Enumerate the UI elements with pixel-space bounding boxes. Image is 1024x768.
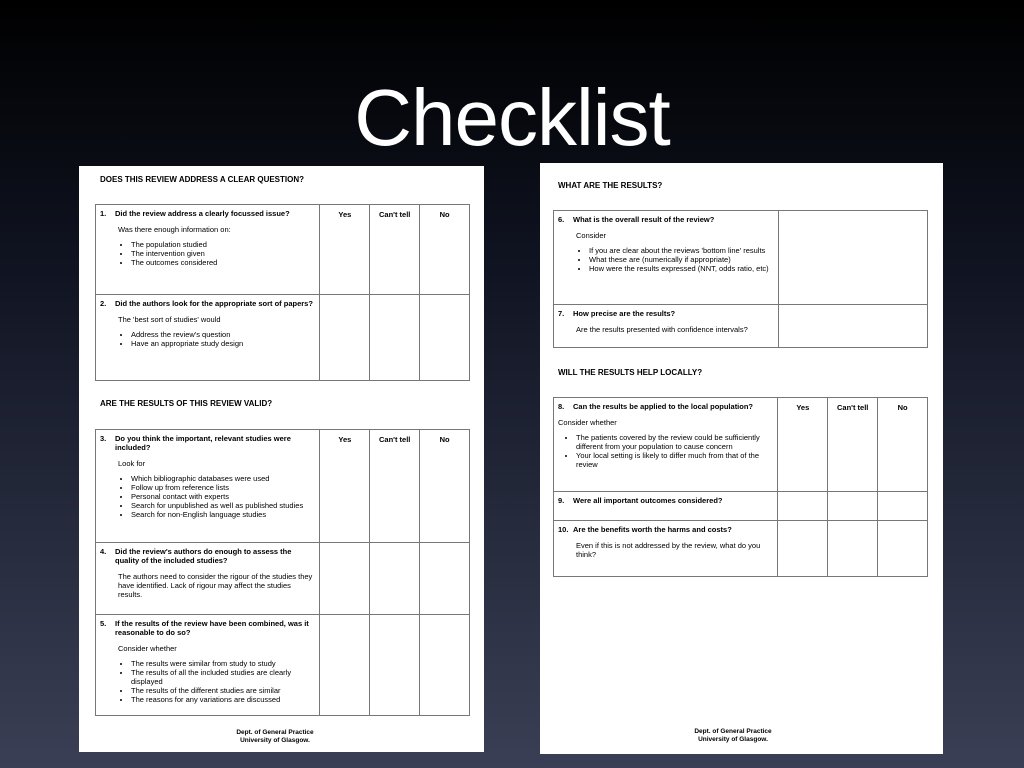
question-cell-10 [554, 521, 778, 577]
checklist-page-left [79, 166, 484, 752]
answer-cell-cant-tell[interactable] [370, 543, 420, 615]
checklist-page-right [540, 163, 943, 754]
bullet-item: • The results of all the included studies are clearly displayed [131, 668, 315, 686]
answer-cell-no[interactable] [420, 615, 470, 716]
bullet-item: • Your local setting is likely to differ much from that of the review [576, 451, 773, 469]
bullet-item: • The results were similar from study to study [131, 659, 315, 668]
question-number: 5. [100, 619, 107, 628]
yes-header: Yes [778, 398, 828, 492]
question-row-10 [554, 521, 928, 577]
question-number: 10. [558, 525, 569, 534]
cant-tell-header: Can't tell [370, 205, 420, 295]
question-number: 8. [558, 402, 565, 411]
bullet-item: • The results of the different studies are similar [131, 686, 315, 695]
answer-cell-no[interactable] [420, 295, 470, 381]
section-heading-clear-question: DOES THIS REVIEW ADDRESS A CLEAR QUESTION? [100, 175, 305, 184]
question-cell-9 [554, 492, 778, 521]
question-cell-5 [96, 615, 320, 716]
question-row-2 [96, 295, 470, 381]
question-text: Were all important outcomes considered? [573, 496, 723, 505]
footer-line: University of Glasgow. [240, 737, 310, 745]
answer-cell-yes[interactable] [320, 615, 370, 716]
question-text: Can the results be applied to the local population? [573, 402, 754, 411]
bullet-item: • The outcomes considered [131, 258, 315, 267]
bullet-item: • The intervention given [131, 249, 315, 258]
bullet-item: • Have an appropriate study design [131, 339, 315, 348]
bullet-item: • The reasons for any variations are discussed [131, 695, 315, 704]
answer-cell-cant-tell[interactable] [828, 521, 878, 577]
bullet-item: • The population studied [131, 240, 315, 249]
question-text: If the results of the review have been combined, was it reasonable to do so? [115, 619, 309, 637]
checklist-table-1 [95, 204, 470, 381]
no-header: No [420, 205, 470, 295]
question-intro: The authors need to consider the rigour of the studies they have identified. Lack of rigour may affect the studies results. [118, 572, 313, 599]
footer-line: University of Glasgow. [698, 736, 768, 744]
answer-cell-no[interactable] [878, 492, 928, 521]
question-text: Do you think the important, relevant studies were included? [115, 434, 291, 452]
yes-header: Yes [320, 205, 370, 295]
question-cell-7 [554, 305, 779, 348]
question-row-5 [96, 615, 470, 716]
answer-cell-yes[interactable] [320, 543, 370, 615]
question-cell-4 [96, 543, 320, 615]
question-intro: The 'best sort of studies' would [118, 315, 221, 324]
question-number: 7. [558, 309, 565, 318]
question-text: Did the authors look for the appropriate sort of papers? [115, 299, 313, 308]
section-heading-results-valid: ARE THE RESULTS OF THIS REVIEW VALID? [100, 399, 273, 408]
answer-cell[interactable] [778, 211, 928, 305]
answer-cell-cant-tell[interactable] [828, 492, 878, 521]
question-intro: Are the results presented with confidence intervals? [576, 325, 748, 334]
question-cell-3 [96, 430, 320, 543]
checklist-table-4 [553, 397, 928, 577]
cant-tell-header: Can't tell [828, 398, 878, 492]
question-cell-6 [554, 211, 779, 305]
no-header: No [878, 398, 928, 492]
answer-cell-no[interactable] [420, 543, 470, 615]
answer-cell-yes[interactable] [778, 521, 828, 577]
question-row-7 [554, 305, 928, 348]
page-footer [195, 729, 355, 745]
bullet-item: • Address the review's question [131, 330, 315, 339]
cant-tell-header: Can't tell [370, 430, 420, 543]
bullet-item: • What these are (numerically if appropriate) [589, 255, 774, 264]
question-number: 3. [100, 434, 107, 443]
question-intro: Consider whether [558, 418, 617, 427]
question-row-8 [554, 398, 928, 492]
question-row-4 [96, 543, 470, 615]
question-intro: Consider whether [118, 644, 177, 653]
question-row-3 [96, 430, 470, 543]
answer-cell-yes[interactable] [778, 492, 828, 521]
question-row-6 [554, 211, 928, 305]
slide-title: Checklist [354, 73, 670, 162]
question-number: 2. [100, 299, 107, 308]
footer-line: Dept. of General Practice [236, 729, 314, 736]
question-text: Are the benefits worth the harms and costs? [573, 525, 732, 534]
section-heading-help-locally: WILL THE RESULTS HELP LOCALLY? [558, 368, 703, 377]
answer-cell-no[interactable] [878, 521, 928, 577]
question-row-9 [554, 492, 928, 521]
checklist-table-3 [553, 210, 928, 348]
bullet-item: • Which bibliographic databases were used [131, 474, 315, 483]
question-text: Did the review's authors do enough to assess the quality of the included studies? [115, 547, 292, 565]
question-text: What is the overall result of the review? [573, 215, 715, 224]
question-text: Did the review address a clearly focussed issue? [115, 209, 290, 218]
question-number: 6. [558, 215, 565, 224]
question-text: How precise are the results? [573, 309, 676, 318]
question-row-1 [96, 205, 470, 295]
question-number: 4. [100, 547, 107, 556]
bullet-item: • How were the results expressed (NNT, odds ratio, etc) [589, 264, 774, 273]
answer-cell-yes[interactable] [320, 295, 370, 381]
answer-cell[interactable] [778, 305, 928, 348]
question-intro: Was there enough information on: [118, 225, 231, 234]
bullet-item: • Search for unpublished as well as published studies [131, 501, 315, 510]
question-intro: Consider [576, 231, 607, 240]
question-number: 9. [558, 496, 565, 505]
no-header: No [420, 430, 470, 543]
bullet-item: • The patients covered by the review could be sufficiently different from your population to cause concern [576, 433, 773, 451]
question-cell-2 [96, 295, 320, 381]
page-footer [653, 728, 813, 744]
answer-cell-cant-tell[interactable] [370, 615, 420, 716]
bullet-item: • Personal contact with experts [131, 492, 315, 501]
question-intro: Look for [118, 459, 146, 468]
yes-header: Yes [320, 430, 370, 543]
question-cell-8 [554, 398, 778, 492]
section-heading-what-results: WHAT ARE THE RESULTS? [558, 181, 663, 190]
question-number: 1. [100, 209, 107, 218]
question-cell-1 [96, 205, 320, 295]
bullet-item: • Search for non-English language studies [131, 510, 315, 519]
answer-cell-cant-tell[interactable] [370, 295, 420, 381]
footer-line: Dept. of General Practice [694, 728, 772, 735]
question-intro: Even if this is not addressed by the review, what do you think? [576, 541, 761, 559]
checklist-table-2 [95, 429, 470, 716]
bullet-item: • If you are clear about the reviews 'bottom line' results [589, 246, 774, 255]
bullet-item: • Follow up from reference lists [131, 483, 315, 492]
